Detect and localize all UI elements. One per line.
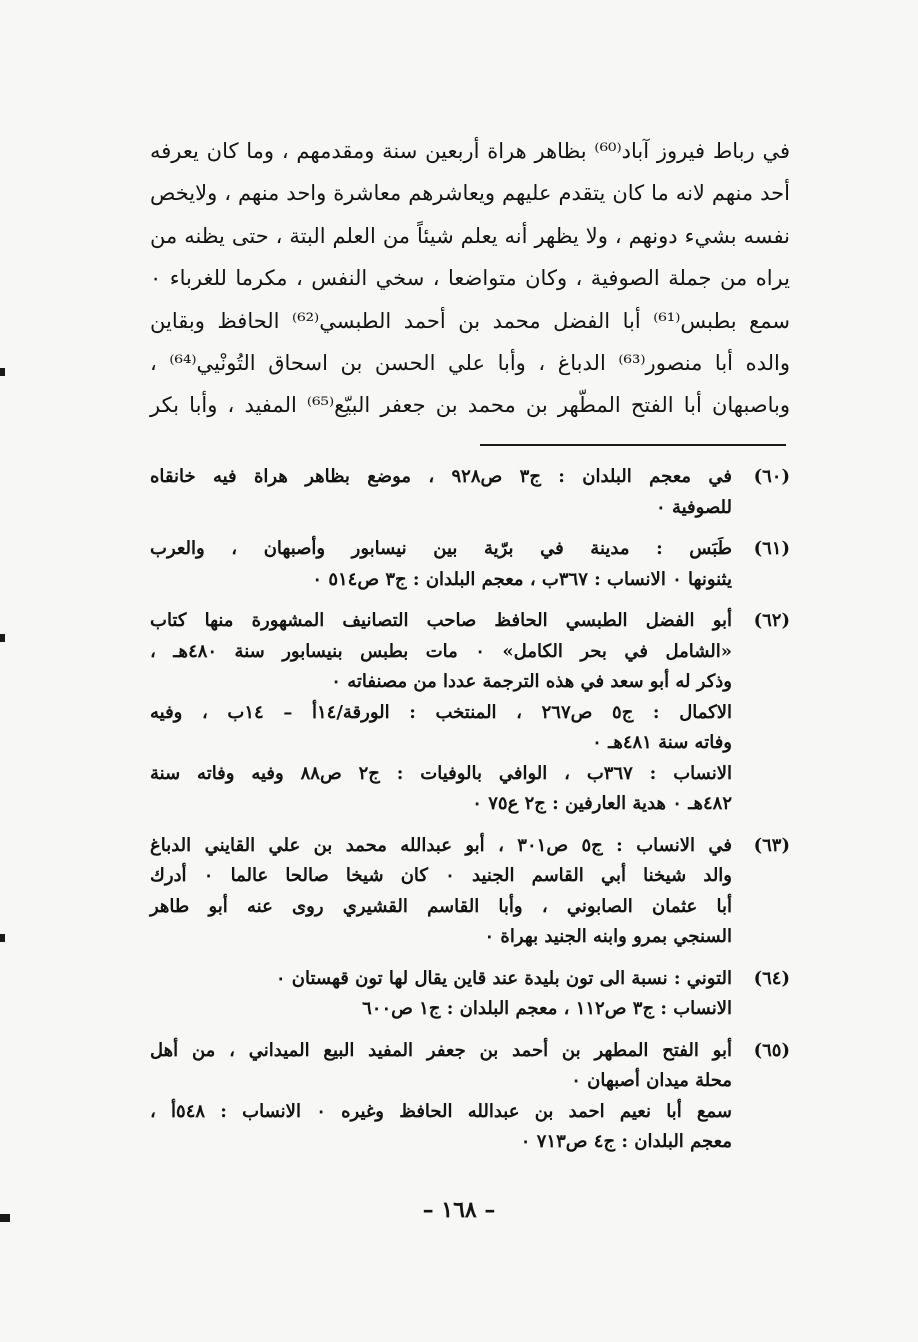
footnote-line: «الشامل في بحر الكامل» ٠ مات بطبس بنيسابور سنة ٤٨٠هـ ،	[150, 640, 733, 662]
footnote-line: الانساب : ج٣ ص١١٢ ، معجم البلدان : ج١ ص٦٠٠	[362, 998, 732, 1019]
footnote-line: معجم البلدان : ج٤ ص٧١٣ ٠	[520, 1131, 732, 1152]
footnote	[150, 534, 790, 595]
text-line: يراه من جملة الصوفية ، وكان متواضعا ، سخي النفس ، مكرما للغرباء ٠	[150, 266, 790, 291]
footnote-line: الاكمال : ج٥ ص٢٦٧ ، المنتخب : الورقة/١٤أ – ١٤ب ، وفيه	[150, 701, 732, 723]
text-line: والده أبا منصور⁽⁶³⁾ الدباغ ، وأبا علي الحسن بن اسحاق التُونْيي⁽⁶⁴⁾ ،	[150, 351, 790, 376]
footnote-line: والد شيخنا أبي القاسم الجنيد ٠ كان شيخا صالحا عالما ٠ أدرك	[150, 865, 732, 886]
text-line: في رباط فيروز آباد⁽⁶⁰⁾ بظاهر هراة أربعين سنة ومقدمهم ، وما كان يعرفه	[150, 139, 790, 163]
footnote-line: أبا عثمان الصابوني ، وأبا القاسم القشيري روى عنه أبو طاهر	[150, 895, 732, 917]
main-text	[150, 130, 790, 427]
text-line: سمع بطبس⁽⁶¹⁾ أبا الفضل محمد بن أحمد الطبسي⁽⁶²⁾ الحافظ وبقاين	[150, 308, 790, 333]
footnote-line: التوني : نسبة الى تون بليدة عند قاين يقال لها تون قهستان ٠	[275, 967, 732, 989]
scan-edge-mark	[0, 1214, 10, 1222]
footnote-line: للصوفية ٠	[656, 496, 732, 518]
footnote-line: الانساب : ٣٦٧ب ، الوافي بالوفيات : ج٢ ص٨٨ وفيه وفاته سنة	[150, 762, 732, 784]
footnote-line: في معجم البلدان : ج٣ ص٩٢٨ ، موضع بظاهر هراة فيه خانقاه	[150, 466, 733, 487]
footnote-number: (٦٠)	[753, 466, 790, 487]
footnote-line: محلة ميدان أصبهان ٠	[571, 1070, 732, 1091]
footnote-number: (٦٣)	[753, 834, 790, 856]
footnote-line: السنجي بمرو وابنه الجنيد بهراة ٠	[484, 926, 732, 947]
footnotes	[150, 462, 790, 1169]
footnote-line: يثنونها ٠ الانساب : ٣٦٧ب ، معجم البلدان : ج٣ ص٥١٤ ٠	[312, 568, 732, 590]
footnote-line: طَبَس : مدينة في برّية بين نيسابور وأصبهان ، والعرب	[150, 538, 732, 559]
footnote-number: (٦٤)	[753, 967, 790, 989]
footnote	[150, 831, 790, 953]
footnote-number: (٦٢)	[753, 610, 790, 631]
scan-edge-mark	[0, 934, 5, 942]
footnote-separator	[480, 444, 786, 446]
footnote	[150, 964, 790, 1025]
footnote-number: (٦٥)	[753, 1039, 790, 1061]
footnote	[150, 606, 790, 820]
footnote-line: وذكر له أبو سعد في هذه الترجمة عددا من مصنفاته ٠	[331, 671, 732, 692]
footnote-line: ٤٨٢هـ ٠ هدية العارفين : ج٢ ع٧٥ ٠	[472, 793, 732, 814]
page-number: – ١٦٨ –	[422, 1197, 496, 1223]
text-line: نفسه بشيء دونهم ، ولا يظهر أنه يعلم شيئاً من العلم البتة ، حتى يظنه من	[150, 223, 790, 248]
footnote-line: سمع أبا نعيم احمد بن عبدالله الحافظ وغيره ٠ الانساب : ٥٤٨أ ،	[150, 1100, 732, 1122]
footnote-line: في الانساب : ج٥ ص٣٠١ ، أبو عبدالله محمد بن علي القايني الدباغ	[150, 834, 733, 856]
footnote-line: وفاته سنة ٤٨١هـ ٠	[592, 732, 732, 753]
footnote-line: أبو الفتح المطهر بن أحمد بن جعفر المفيد البيع الميداني ، من أهل	[150, 1039, 732, 1061]
footnote	[150, 462, 790, 523]
text-line: أحد منهم لانه ما كان يتقدم عليهم ويعاشرهم معاشرة واحد منهم ، ولايخص	[150, 181, 790, 206]
scan-edge-mark	[0, 634, 5, 642]
footnote-number: (٦١)	[753, 538, 790, 559]
footnote-line: أبو الفضل الطبسي الحافظ صاحب التصانيف المشهورة منها كتاب	[150, 610, 732, 631]
footnote	[150, 1036, 790, 1158]
scan-edge-mark	[0, 368, 5, 376]
text-line: وباصبهان أبا الفتح المطّهر بن محمد بن جعفر البيّع⁽⁶⁵⁾ المفيد ، وأبا بكر	[150, 393, 791, 418]
